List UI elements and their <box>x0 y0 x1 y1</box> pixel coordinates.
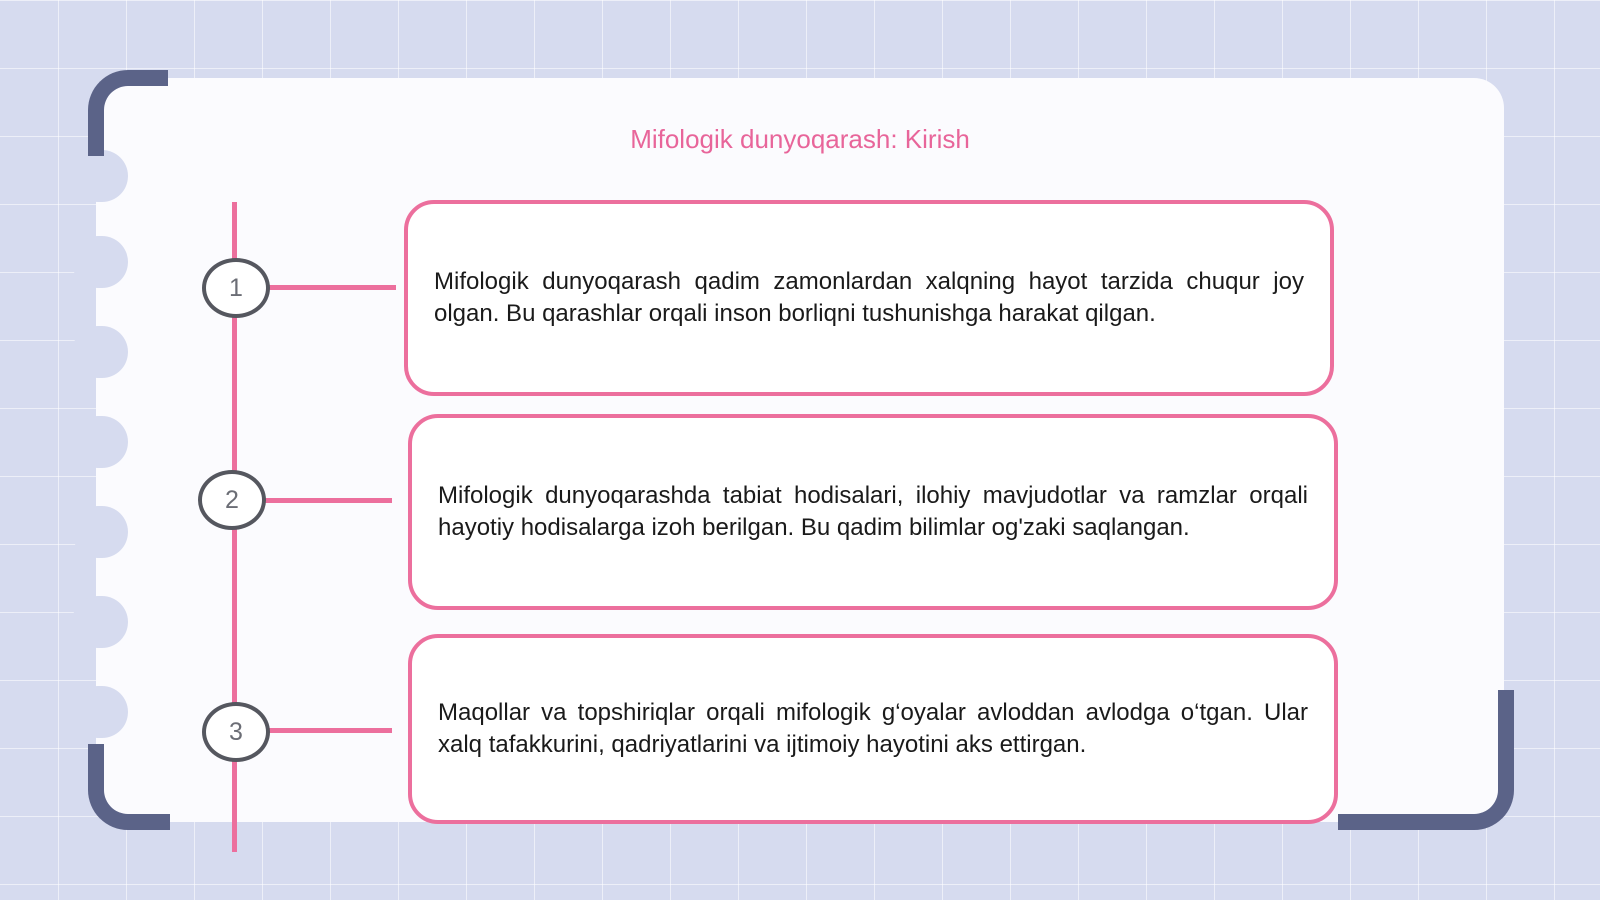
content-box-3 <box>408 634 1338 824</box>
binder-notch <box>72 150 128 202</box>
corner-bracket-bottom-right <box>1338 690 1514 830</box>
binder-notch <box>72 326 128 378</box>
binder-notch <box>72 236 128 288</box>
corner-bracket-bottom-left <box>88 744 170 830</box>
content-text: Maqollar va topshiriqlar orqali mifologik g‘oyalar avloddan avlodga o‘tgan. Ular xalq tafakkurini, qadriyatlarini va ijtimoiy hayotini aks ettirgan. <box>438 699 1308 758</box>
content-text: Mifologik dunyoqarashda tabiat hodisalari, ilohiy mavjudotlar va ramzlar orqali hayotiy hodisalarga izoh berilgan. Bu qadim bilimlar og'zaki saqlangan. <box>438 482 1308 541</box>
step-marker-1: 1 <box>202 258 270 318</box>
content-box-1 <box>404 200 1334 396</box>
binder-notch <box>72 686 128 738</box>
timeline-connector <box>262 498 392 503</box>
content-box-2 <box>408 414 1338 610</box>
binder-notch <box>72 596 128 648</box>
timeline-connector <box>266 728 392 733</box>
content-text: Mifologik dunyoqarash qadim zamonlardan xalqning hayot tarzida chuqur joy olgan. Bu qarashlar orqali inson borliqni tushunishga harakat qilgan. <box>434 268 1304 327</box>
step-marker-3: 3 <box>202 702 270 762</box>
binder-notch <box>72 416 128 468</box>
slide-title: Mifologik dunyoqarash: Kirish <box>630 124 970 154</box>
step-marker-2: 2 <box>198 470 266 530</box>
binder-notch <box>72 506 128 558</box>
timeline-connector <box>266 285 396 290</box>
corner-bracket-top-left <box>88 70 168 156</box>
